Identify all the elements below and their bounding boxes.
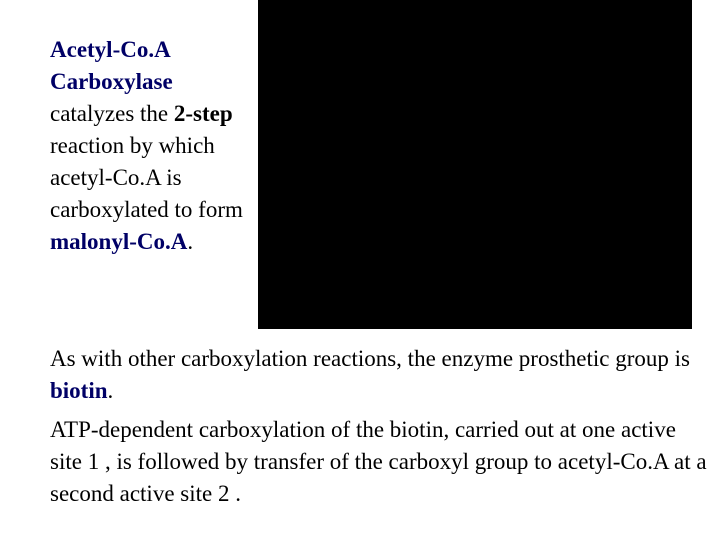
- para1-text-1: As with other carboxylation reactions, the enzyme prosthetic group is: [50, 346, 690, 371]
- paragraph-mechanism: [50, 414, 710, 510]
- figure-image: [258, 0, 692, 329]
- intro-text-2: reaction by which acetyl-Co.A is carboxylated to form: [50, 133, 243, 222]
- intro-text-3: .: [187, 229, 194, 254]
- paragraph-biotin: [50, 343, 710, 407]
- cofactor-name: biotin: [50, 378, 108, 403]
- intro-text: [50, 34, 250, 258]
- step-count: 2-step: [173, 101, 233, 126]
- para1-text-2: .: [107, 378, 114, 403]
- product-name: malonyl-Co.A: [50, 229, 188, 254]
- para2-text: ATP-dependent carboxylation of the biotin, carried out at one active site 1 , is followed by transfer of the carboxyl group to acetyl-Co.A at a second active site 2 .: [50, 417, 707, 506]
- enzyme-name: Acetyl-Co.A Carboxylase: [50, 37, 173, 94]
- intro-text-1: catalyzes the: [50, 101, 174, 126]
